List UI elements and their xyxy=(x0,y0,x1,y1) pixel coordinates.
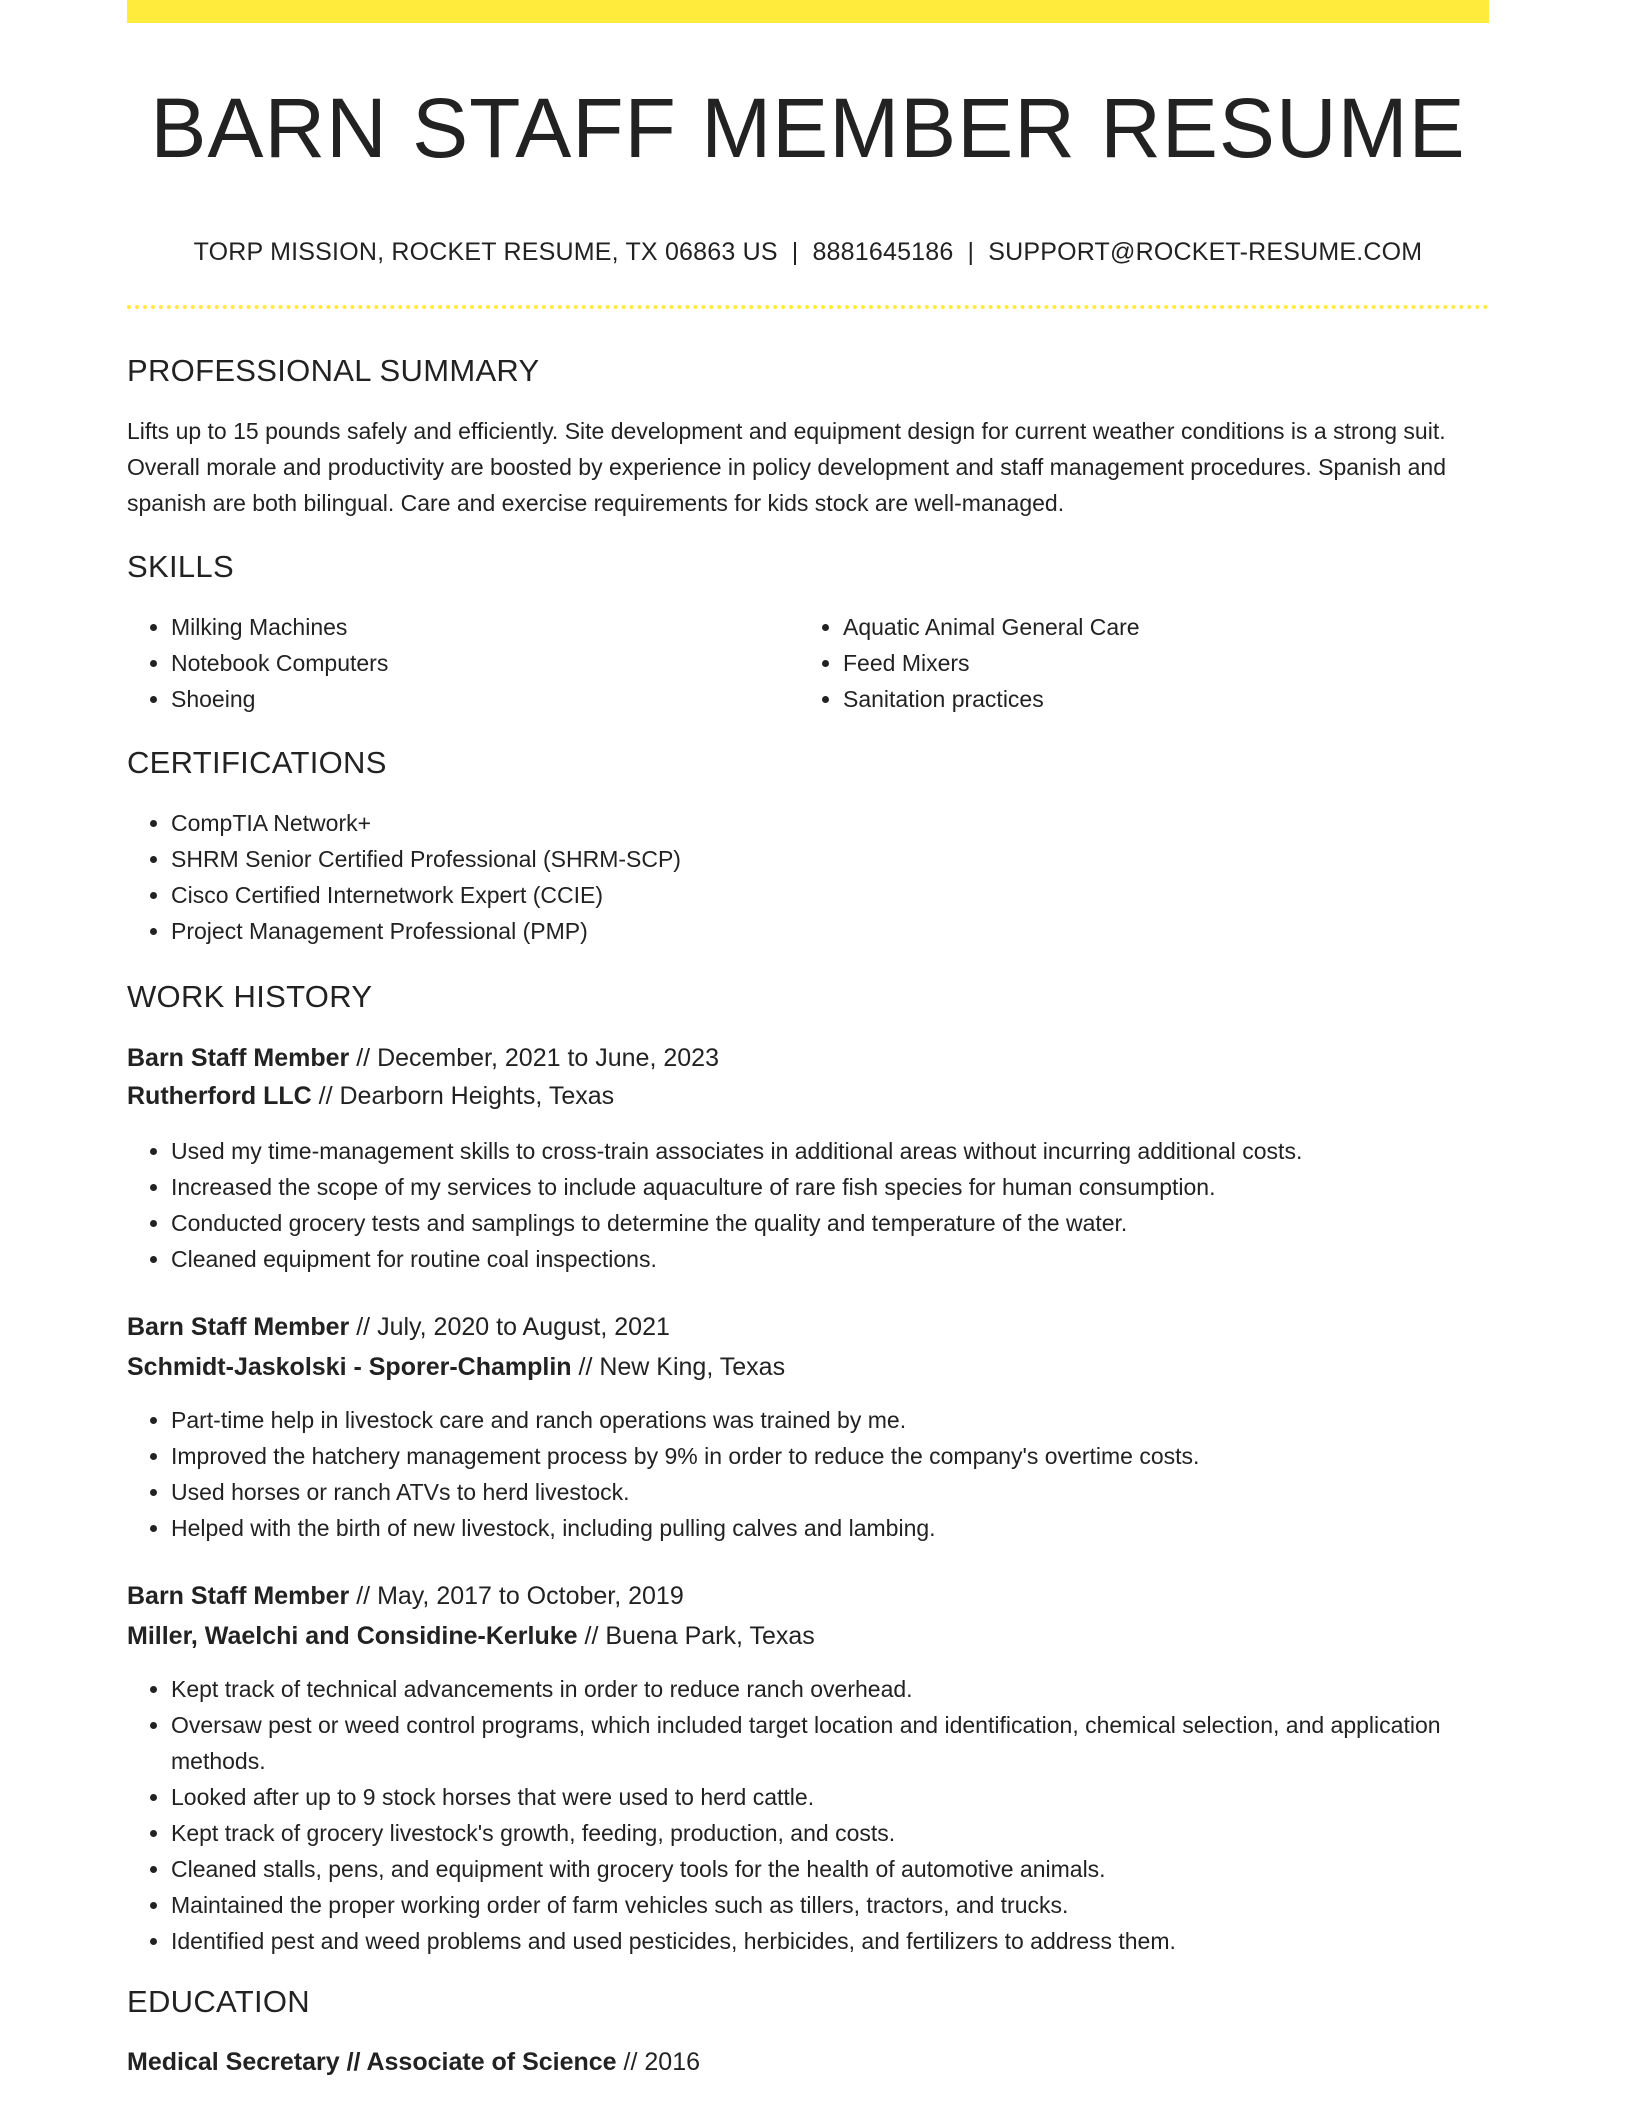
certifications-list xyxy=(127,805,1471,949)
job-separator: // xyxy=(349,1313,378,1341)
job-title: Barn Staff Member xyxy=(127,1582,350,1610)
skill-item: • Shoeing xyxy=(171,681,791,717)
job-bullet: • Cleaned stalls, pens, and equipment with grocery tools for the health of automotive animals. xyxy=(171,1851,1501,1887)
contact-address: TORP MISSION, ROCKET RESUME, TX 06863 US xyxy=(193,238,778,266)
skill-item: • Notebook Computers xyxy=(171,645,791,681)
job-title-line xyxy=(127,1578,684,1614)
job-bullet: • Increased the scope of my services to include aquaculture of rare fish species for human consumption. xyxy=(171,1169,1491,1205)
job-title: Barn Staff Member xyxy=(127,1044,350,1072)
job-company-line xyxy=(127,1618,815,1654)
certifications-heading: CERTIFICATIONS xyxy=(127,745,387,780)
job-bullet: • Maintained the proper working order of farm vehicles such as tillers, tractors, and trucks. xyxy=(171,1887,1501,1923)
job-title-line xyxy=(127,1040,719,1076)
job-bullet: • Improved the hatchery management process by 9% in order to reduce the company's overtime costs. xyxy=(171,1438,1491,1474)
summary-text: Lifts up to 15 pounds safely and efficiently. Site development and equipment design for current weather conditions is a strong suit. Overall morale and productivity are boosted by experience in policy development and staff management procedures. Spanish and spanish are both bilingual. Care and exercise requirements for kids stock are well-managed. xyxy=(127,418,1447,516)
certification-item: • Cisco Certified Internetwork Expert (CCIE) xyxy=(171,877,1471,913)
certification-item: • CompTIA Network+ xyxy=(171,805,1471,841)
education-line xyxy=(127,2044,700,2080)
education-degree: Medical Secretary // Associate of Science xyxy=(127,2048,617,2076)
skill-item: • Sanitation practices xyxy=(843,681,1483,717)
education-separator: // xyxy=(616,2048,645,2076)
skills-heading: SKILLS xyxy=(127,549,234,584)
job-bullet: • Used horses or ranch ATVs to herd livestock. xyxy=(171,1474,1491,1510)
contact-email: SUPPORT@ROCKET-RESUME.COM xyxy=(988,238,1423,266)
job-bullet: • Cleaned equipment for routine coal inspections. xyxy=(171,1241,1491,1277)
job-bullet: • Kept track of technical advancements in order to reduce ranch overhead. xyxy=(171,1671,1501,1707)
job-location: Dearborn Heights, Texas xyxy=(339,1082,615,1110)
work-history-heading: WORK HISTORY xyxy=(127,979,373,1014)
skill-item: • Milking Machines xyxy=(171,609,791,645)
job-bullet: • Used my time-management skills to cross-train associates in additional areas without incurring additional costs. xyxy=(171,1133,1491,1169)
skill-item: • Aquatic Animal General Care xyxy=(843,609,1483,645)
job-bullets xyxy=(127,1402,1491,1546)
job-bullet: • Helped with the birth of new livestock, including pulling calves and lambing. xyxy=(171,1510,1491,1546)
job-title-line xyxy=(127,1309,670,1345)
contact-separator: | xyxy=(791,238,799,266)
job-separator: // xyxy=(349,1044,378,1072)
job-company: Rutherford LLC xyxy=(127,1082,312,1110)
resume-title: BARN STAFF MEMBER RESUME xyxy=(150,81,1466,175)
job-location: Buena Park, Texas xyxy=(605,1622,815,1650)
job-dates: May, 2017 to October, 2019 xyxy=(377,1582,684,1610)
job-bullet: • Conducted grocery tests and samplings to determine the quality and temperature of the water. xyxy=(171,1205,1491,1241)
job-company: Schmidt-Jaskolski - Sporer-Champlin xyxy=(127,1353,572,1381)
certification-item: • Project Management Professional (PMP) xyxy=(171,913,1471,949)
header-divider xyxy=(127,305,1489,309)
job-location: New King, Texas xyxy=(599,1353,786,1381)
job-company-line xyxy=(127,1078,614,1114)
education-heading: EDUCATION xyxy=(127,1984,310,2019)
job-separator: // xyxy=(571,1353,600,1381)
top-accent-bar xyxy=(127,0,1489,23)
job-bullet: • Kept track of grocery livestock's growth, feeding, production, and costs. xyxy=(171,1815,1501,1851)
job-dates: July, 2020 to August, 2021 xyxy=(377,1313,670,1341)
contact-phone: 8881645186 xyxy=(812,238,954,266)
job-bullets xyxy=(127,1133,1491,1277)
job-dates: December, 2021 to June, 2023 xyxy=(377,1044,719,1072)
job-bullet: • Looked after up to 9 stock horses that were used to herd cattle. xyxy=(171,1779,1501,1815)
job-bullet: • Part-time help in livestock care and ranch operations was trained by me. xyxy=(171,1402,1491,1438)
job-separator: // xyxy=(577,1622,606,1650)
skills-list-left xyxy=(127,609,791,717)
education-year: 2016 xyxy=(644,2048,701,2076)
job-company: Miller, Waelchi and Considine-Kerluke xyxy=(127,1622,578,1650)
job-bullet: • Identified pest and weed problems and used pesticides, herbicides, and fertilizers to address them. xyxy=(171,1923,1501,1959)
skills-list-right xyxy=(799,609,1483,717)
job-separator: // xyxy=(311,1082,340,1110)
job-bullets xyxy=(127,1671,1501,1959)
certification-item: • SHRM Senior Certified Professional (SHRM-SCP) xyxy=(171,841,1471,877)
job-bullet: • Oversaw pest or weed control programs, which included target location and identification, chemical selection, and application methods. xyxy=(171,1707,1501,1779)
skill-item: • Feed Mixers xyxy=(843,645,1483,681)
job-company-line xyxy=(127,1349,785,1385)
job-separator: // xyxy=(349,1582,378,1610)
contact-line xyxy=(127,236,1489,268)
contact-separator: | xyxy=(967,238,975,266)
job-title: Barn Staff Member xyxy=(127,1313,350,1341)
summary-heading: PROFESSIONAL SUMMARY xyxy=(127,353,540,388)
